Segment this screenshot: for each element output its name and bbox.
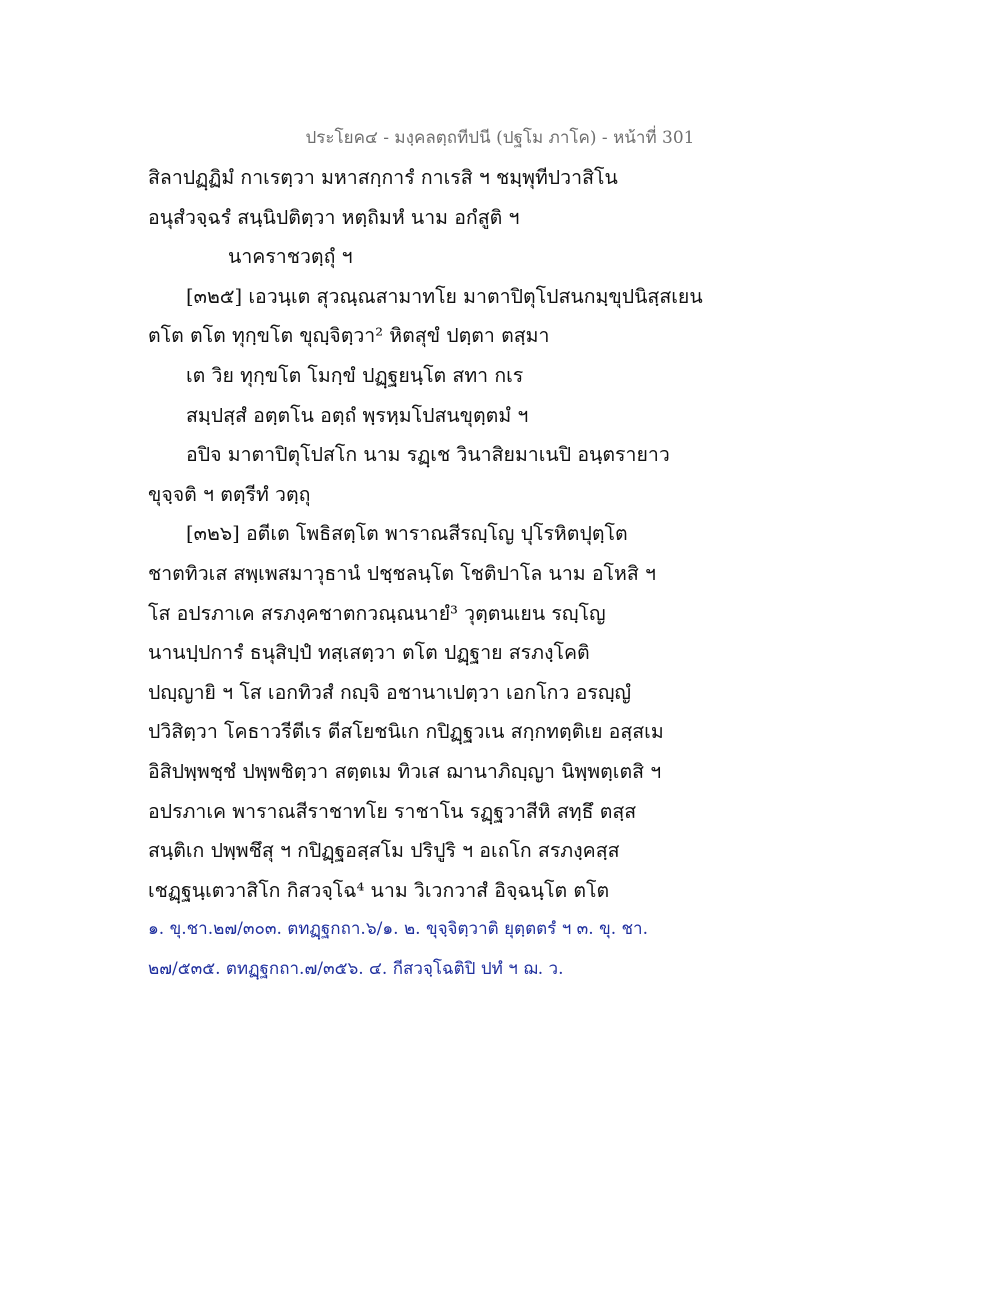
page-header: ประโยค๔ - มงฺคลตฺถทีปนี (ปฐโม ภาโค) - หน้าที่ 301 [305,128,695,148]
paragraph-326-start: [๓๒๖] อตีเต โพธิสตฺโต พาราณสีรญฺโญ ปุโรหิตปุตฺโต [186,522,628,546]
text-line: อปรภาเค พาราณสีราชาทโย ราชาโน รฏฺฐวาสีหิ สทฺธึ ตสฺส [148,799,637,823]
footnote-line: ๒๗/๕๓๕. ตทฏฺฐกถา.๗/๓๕๖. ๔. กีสวจฺโฉติปิ ปทํ ฯ ฌ. ว. [148,959,564,979]
text-line: ปวิสิตฺวา โคธาวรีตีเร ตีสโยชนิเก กปิฏฺฐวเน สกฺกทตฺติเย อสฺสเม [148,720,664,744]
verse-line: สมฺปสฺสํ อตฺตโน อตฺถํ พฺรหฺมโปสนขุตฺตมํ ฯ [186,403,529,427]
verse-line: เต วิย ทุกฺขโต โมกฺขํ ปฏฺฐยนฺโต สทา กเร [186,363,524,387]
paragraph-325-start: [๓๒๕] เอวนฺเต สุวณฺณสามาทโย มาตาปิตุโปสนกมฺขุปนิสฺสเยน [186,284,703,308]
text-line: ตโต ตโต ทุกฺขโต ขุญฺจิตฺวา² หิตสุขํ ปตฺตา ตสฺมา [148,324,550,348]
footnote-line: ๑. ขุ.ชา.๒๗/๓๐๓. ตทฏฺฐกถา.๖/๑. ๒. ขุจฺจิตฺวาติ ยุตฺตตรํ ฯ ๓. ขุ. ชา. [148,919,648,939]
text-line: อนุสํวจฺฉรํ สนฺนิปติตฺวา หตฺถิมหํ นาม อกํสูติ ฯ [148,205,520,229]
text-line: อิสิปพฺพชฺชํ ปพฺพชิตฺวา สตฺตเม ทิวเส ฌานาภิญฺญา นิพฺพตฺเตสิ ฯ [148,759,662,783]
text-line: เชฏฺฐนฺเตวาสิโก กิสวจฺโฉ⁴ นาม วิเวกวาสํ อิจฺฉนฺโต ตโต [148,878,610,902]
text-line: นานปฺปการํ ธนุสิปฺปํ ทสฺเสตฺวา ตโต ปฏฺฐาย สรภงฺโคติ [148,641,590,665]
text-line: ปญฺญายิ ฯ โส เอกทิวสํ กญฺจิ อชานาเปตฺวา เอกโกว อรญฺญํ [148,680,632,704]
body-text [148,158,768,910]
text-line: โส อปรภาเค สรภงฺคชาตกวณฺณนายํ³ วุตฺตนเยน รญฺโญ [148,601,606,625]
text-line: สนฺติเก ปพฺพชึสุ ฯ กปิฏฺฐอสฺสโม ปริปูริ ฯ อเถโก สรภงฺคสฺส [148,839,620,863]
text-line: สิลาปฏฺฏิมํ กาเรตฺวา มหาสกฺการํ กาเรสิ ฯ ชมฺพุทีปวาสิโน [148,166,618,189]
text-line: นาคราชวตฺถุํ ฯ [228,245,353,269]
text-line: ชาตทิวเส สพฺเพสมาวุธานํ ปชฺชลนฺโต โชติปาโล นาม อโหสิ ฯ [148,561,656,585]
text-line: อปิจ มาตาปิตุโปสโก นาม รฏฺเช วินาสิยมาเนปิ อนฺตรายาว [186,443,670,467]
text-line: ขุจฺจติ ฯ ตตฺรีทํ วตฺถุ [148,482,311,506]
footnotes [148,909,768,989]
